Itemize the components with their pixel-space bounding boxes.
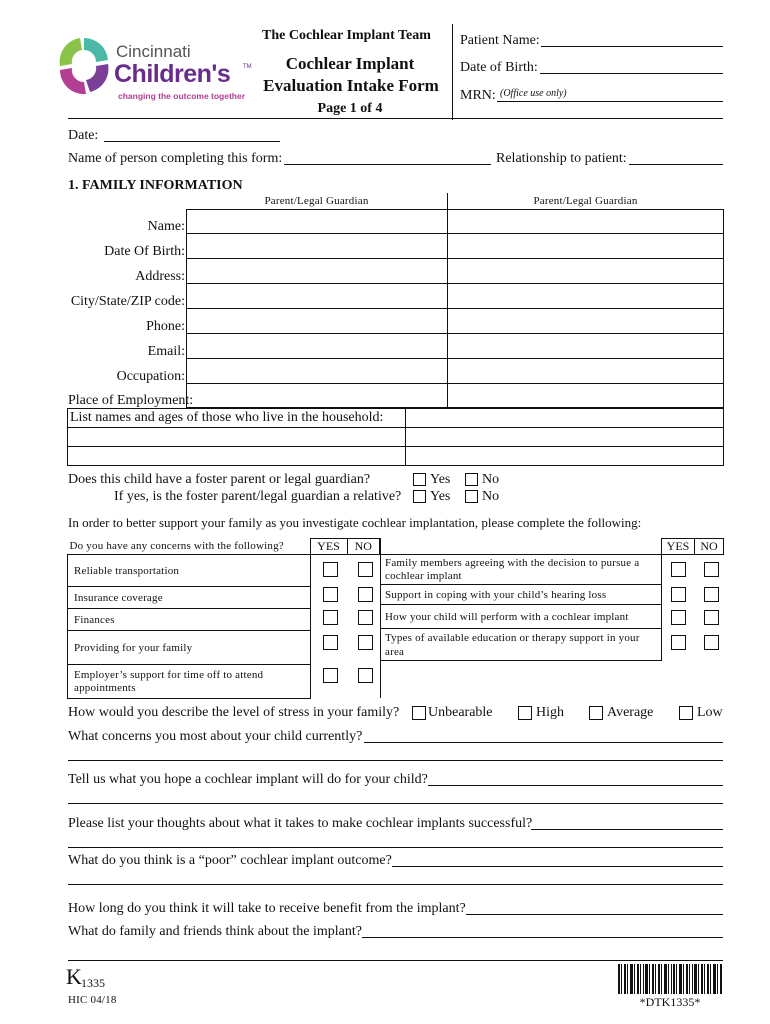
concern-left-1: Insurance coverage (68, 587, 311, 609)
foster-yes-checkbox[interactable] (413, 473, 426, 486)
household-label: List names and ages of those who live in the household: (68, 409, 406, 428)
question-poor-outcome: What do you think is a “poor” cochlear implant outcome? (68, 853, 392, 868)
logo-mark-icon (56, 34, 112, 98)
revision-date: HIC 04/18 (68, 994, 117, 1006)
concerns-intro: In order to better support your family as you investigate cochlear implantation, please complete the following: (68, 515, 642, 530)
concern-right-2: How your child will perform with a cochlear implant (380, 605, 662, 629)
relative-no-label: No (482, 489, 500, 504)
left-yes-header: YES (310, 539, 347, 555)
guardian-table (186, 193, 724, 408)
guardian2-employer-field[interactable] (447, 383, 724, 407)
guardian-col2-header: Parent/Legal Guardian (447, 193, 724, 209)
stress-high-label: High (536, 705, 564, 720)
question-family-opinion: What do family and friends think about the implant? (68, 924, 362, 939)
guardian1-name-field[interactable] (187, 209, 448, 233)
household-table (67, 408, 724, 466)
row-label-dob: Date Of Birth: (104, 244, 185, 259)
concern-right-3-yes-checkbox[interactable] (671, 635, 686, 650)
concern-right-1: Support in coping with your child’s hearing loss (380, 585, 662, 605)
stress-high-checkbox[interactable] (518, 706, 532, 720)
answer-poor-outcome-field[interactable] (392, 866, 723, 867)
household-field-3[interactable] (406, 428, 724, 447)
barcode-text: *DTK1335* (639, 995, 701, 1009)
stress-low-label: Low (697, 705, 723, 720)
concern-left-2: Finances (68, 609, 311, 631)
concern-left-3-no-checkbox[interactable] (358, 635, 373, 650)
household-field-1[interactable] (406, 409, 724, 428)
guardian2-name-field[interactable] (447, 209, 724, 233)
concern-right-2-no-checkbox[interactable] (704, 610, 719, 625)
row-label-occupation: Occupation: (116, 369, 185, 384)
concern-right-1-no-checkbox[interactable] (704, 587, 719, 602)
row-label-phone: Phone: (146, 319, 185, 334)
form-title-line2: Evaluation Intake Form (263, 76, 439, 95)
foster-no-label: No (482, 472, 500, 487)
concern-right-1-yes-checkbox[interactable] (671, 587, 686, 602)
concern-left-0: Reliable transportation (68, 555, 311, 587)
completing-label: Name of person completing this form: (68, 151, 283, 166)
header-rule (68, 118, 723, 119)
mrn-field[interactable] (497, 101, 723, 102)
answer-concerns-field[interactable] (364, 742, 723, 743)
question-hopes: Tell us what you hope a cochlear implant will do for your child? (68, 772, 428, 787)
guardian1-email-field[interactable] (187, 333, 448, 358)
stress-question: How would you describe the level of stress in your family? (68, 705, 400, 720)
guardian2-city-field[interactable] (447, 283, 724, 308)
answer-poor-outcome-line2[interactable] (68, 884, 723, 885)
answer-success-line2[interactable] (68, 847, 723, 848)
guardian1-phone-field[interactable] (187, 308, 448, 333)
date-field[interactable] (104, 141, 280, 142)
relationship-field[interactable] (629, 164, 723, 165)
question-success: Please list your thoughts about what it takes to make cochlear implants successful? (68, 816, 533, 831)
row-label-email: Email: (147, 344, 185, 359)
answer-benefit-time-field[interactable] (466, 914, 723, 915)
team-name: The Cochlear Implant Team (262, 28, 431, 43)
right-yes-header: YES (662, 539, 695, 555)
mrn-label: MRN: (460, 88, 496, 103)
question-benefit-time: How long do you think it will take to receive benefit from the implant? (68, 901, 466, 916)
answer-hopes-field[interactable] (428, 785, 723, 786)
relative-yes-checkbox[interactable] (413, 490, 426, 503)
guardian2-occupation-field[interactable] (447, 358, 724, 383)
concern-left-3: Providing for your family (68, 631, 311, 665)
left-no-header: NO (347, 539, 380, 555)
relationship-label: Relationship to patient: (496, 151, 627, 166)
concern-right-3: Types of available education or therapy support in your area (380, 629, 662, 661)
dob-field[interactable] (540, 73, 723, 74)
row-label-employer: Place of Employment: (68, 393, 194, 408)
date-label: Date: (68, 128, 99, 143)
guardian2-address-field[interactable] (447, 258, 724, 283)
logo-line1: Cincinnati (116, 42, 191, 61)
barcode (618, 964, 722, 994)
row-label-address: Address: (135, 269, 185, 284)
concern-left-4-no-checkbox[interactable] (358, 668, 373, 683)
patient-name-label: Patient Name: (460, 33, 540, 48)
concern-left-3-yes-checkbox[interactable] (323, 635, 338, 650)
guardian2-dob-field[interactable] (447, 233, 724, 258)
concern-right-2-yes-checkbox[interactable] (671, 610, 686, 625)
answer-family-opinion-field[interactable] (362, 937, 723, 938)
guardian-col1-header: Parent/Legal Guardian (187, 193, 448, 209)
guardian1-dob-field[interactable] (187, 233, 448, 258)
stress-unbearable-checkbox[interactable] (412, 706, 426, 720)
relative-no-checkbox[interactable] (465, 490, 478, 503)
row-label-city: City/State/ZIP code: (70, 294, 185, 309)
header-divider (452, 24, 453, 120)
guardian2-email-field[interactable] (447, 333, 724, 358)
foster-yes-label: Yes (430, 472, 451, 487)
guardian1-employer-field[interactable] (187, 383, 448, 407)
concern-left-2-yes-checkbox[interactable] (323, 610, 338, 625)
logo-tagline: changing the outcome together (118, 91, 246, 101)
answer-success-field[interactable] (531, 829, 723, 830)
concern-left-1-no-checkbox[interactable] (358, 587, 373, 602)
guardian1-address-field[interactable] (187, 258, 448, 283)
stress-unbearable-label: Unbearable (428, 705, 493, 720)
concern-left-0-yes-checkbox[interactable] (323, 562, 338, 577)
concern-left-0-no-checkbox[interactable] (358, 562, 373, 577)
form-letter: K (66, 964, 82, 989)
stress-average-label: Average (607, 705, 654, 720)
patient-name-field[interactable] (541, 46, 723, 47)
form-title-line1: Cochlear Implant (285, 54, 415, 73)
relative-yes-label: Yes (430, 489, 451, 504)
concern-left-1-yes-checkbox[interactable] (323, 587, 338, 602)
concern-right-0: Family members agreeing with the decision to pursue a cochlear implant (380, 555, 662, 585)
stress-low-checkbox[interactable] (679, 706, 693, 720)
form-number: 1335 (81, 976, 105, 990)
concern-right-0-yes-checkbox[interactable] (671, 562, 686, 577)
mrn-note: (Office use only) (500, 88, 567, 99)
concerns-header: Do you have any concerns with the following? (68, 539, 311, 555)
barcode-icon (618, 964, 722, 994)
concern-right-0-no-checkbox[interactable] (704, 562, 719, 577)
concern-right-3-no-checkbox[interactable] (704, 635, 719, 650)
concern-left-4-yes-checkbox[interactable] (323, 668, 338, 683)
footer-rule (68, 960, 723, 961)
logo (56, 34, 256, 104)
question-concerns: What concerns you most about your child currently? (68, 729, 363, 744)
household-field-4[interactable] (68, 447, 406, 466)
right-no-header: NO (695, 539, 724, 555)
row-label-name: Name: (147, 219, 185, 234)
foster-no-checkbox[interactable] (465, 473, 478, 486)
dob-label: Date of Birth: (460, 60, 538, 75)
guardian2-phone-field[interactable] (447, 308, 724, 333)
guardian1-occupation-field[interactable] (187, 358, 448, 383)
household-field-5[interactable] (406, 447, 724, 466)
logo-tm: TM (243, 64, 252, 70)
household-field-2[interactable] (68, 428, 406, 447)
guardian1-city-field[interactable] (187, 283, 448, 308)
foster-relative-question: If yes, is the foster parent/legal guardian a relative? (114, 489, 402, 504)
concern-left-4: Employer’s support for time off to attend appointments (68, 665, 311, 699)
concern-left-2-no-checkbox[interactable] (358, 610, 373, 625)
family-section-title: 1. FAMILY INFORMATION (68, 178, 243, 193)
foster-question: Does this child have a foster parent or legal guardian? (68, 472, 371, 487)
answer-hopes-line2[interactable] (68, 803, 723, 804)
logo-line2: Children's (114, 60, 231, 88)
page-number: Page 1 of 4 (317, 101, 383, 116)
answer-concerns-line2[interactable] (68, 760, 723, 761)
completing-field[interactable] (284, 164, 491, 165)
stress-average-checkbox[interactable] (589, 706, 603, 720)
